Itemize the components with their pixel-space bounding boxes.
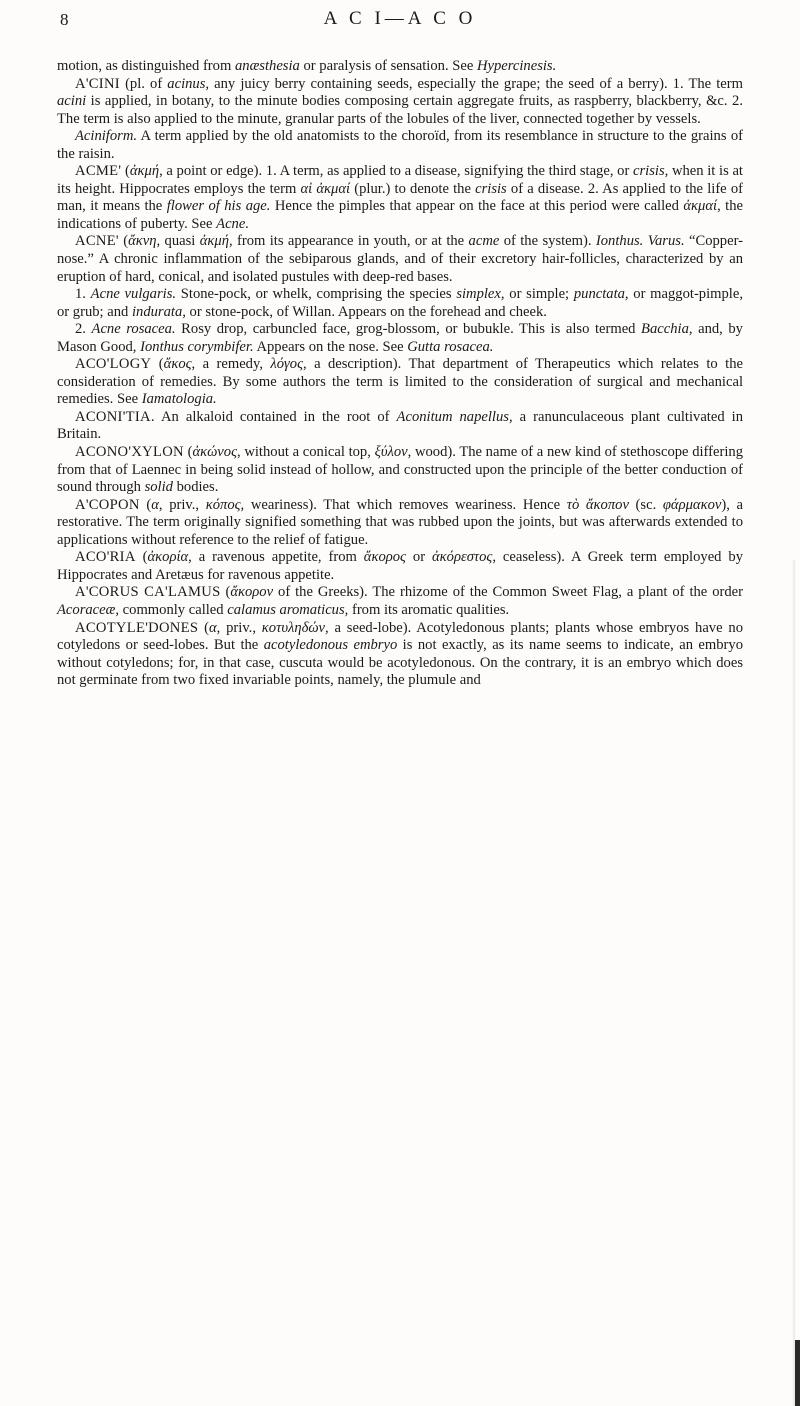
dictionary-entry bbox=[57, 356, 743, 409]
italic-term: calamus aromaticus, bbox=[227, 601, 349, 618]
entry-text: , quasi bbox=[156, 233, 200, 250]
entry-text: (sc. bbox=[628, 496, 663, 513]
entry-text: , a point or edge). 1. A term, as applied to a disease, signifying the third stage, or bbox=[159, 163, 633, 180]
italic-term: Aconitum napellus, bbox=[396, 408, 513, 425]
entry-text: or maggot-pimple, or grub; and bbox=[57, 286, 743, 320]
italic-term: acotyledonous embryo bbox=[263, 637, 398, 654]
italic-term: indurata, bbox=[131, 303, 186, 320]
entry-text: bodies. bbox=[172, 479, 219, 496]
entry-text: , without a conical top, bbox=[237, 444, 375, 461]
entry-text: or paralysis of sensation. See bbox=[299, 58, 477, 74]
entry-headword: ACOTYLE'DONES bbox=[75, 619, 199, 636]
italic-term: Bacchia, bbox=[641, 321, 693, 338]
entry-text: or bbox=[405, 549, 432, 566]
italic-term: ἀκμαί bbox=[683, 198, 718, 215]
entry-text: motion, as distinguished from bbox=[57, 58, 235, 74]
italic-term: Iamatologia. bbox=[141, 391, 217, 408]
italic-term: Acne vulgaris. bbox=[90, 286, 177, 303]
dictionary-entry bbox=[57, 620, 743, 690]
italic-term: Acoraceæ, bbox=[57, 601, 120, 618]
running-head: A C I—A C O bbox=[323, 8, 477, 29]
italic-term: Ionthus. Varus. bbox=[595, 233, 685, 250]
entry-text: and, by Mason Good, bbox=[57, 321, 743, 355]
entry-text: , a description). That department of Therapeutics which relates to the consideration of remedies. By some authors the term is limited to the consideration of surgical and mechanical remedies. See bbox=[57, 356, 743, 408]
entry-text: or stone-pock, of Willan. Appears on the forehead and cheek. bbox=[185, 303, 547, 320]
entry-text: , priv., bbox=[216, 619, 262, 636]
entries-column bbox=[57, 58, 743, 690]
entry-text: ( bbox=[135, 549, 148, 566]
entry-text: Hence the pimples that appear on the face at this period were called bbox=[270, 198, 684, 215]
italic-term: κοτυληδών bbox=[261, 619, 326, 636]
entry-text: (plur.) to denote the bbox=[350, 180, 476, 197]
italic-term: ἀκορία bbox=[147, 549, 189, 566]
entry-text: , priv., bbox=[158, 496, 206, 513]
entry-text: ( bbox=[151, 356, 164, 373]
entry-text: , a ravenous appetite, from bbox=[188, 549, 364, 566]
italic-term: λόγος bbox=[270, 356, 303, 373]
entry-text: Rosy drop, carbuncled face, grog-blossom, or bubukle. This is also termed bbox=[175, 321, 642, 338]
dictionary-entry bbox=[57, 76, 743, 129]
page-number: 8 bbox=[60, 10, 69, 29]
italic-term: ἀκώνος bbox=[192, 444, 237, 461]
italic-term: Ionthus corymbifer. bbox=[140, 338, 254, 355]
italic-term: ἀκμή bbox=[199, 233, 229, 250]
entry-text: , a seed-lobe). Acotyledonous plants; plants whose embryos have no cotyledons or seed-lobes. But the bbox=[57, 619, 743, 654]
dictionary-entry bbox=[57, 497, 743, 550]
italic-term: punctata, bbox=[573, 286, 629, 303]
italic-term: ἄκορος bbox=[363, 549, 406, 566]
italic-term: solid bbox=[144, 479, 173, 496]
entry-text: ), a restorative. The term originally signified something that was rubbed upon the joints, but was afterwards extended to applications without reference to the relief of fatigue. bbox=[57, 496, 743, 548]
entry-text: of a disease. 2. As applied to the life of man, it means the bbox=[57, 180, 743, 215]
entry-text: Stone-pock, or whelk, comprising the species bbox=[176, 286, 457, 303]
entry-headword: A'CORUS CA'LAMUS bbox=[75, 584, 221, 601]
italic-term: α bbox=[208, 619, 217, 636]
entry-text: An alkaloid contained in the root of bbox=[154, 408, 397, 425]
dictionary-entry bbox=[57, 409, 743, 444]
dictionary-entry bbox=[57, 549, 743, 584]
entry-text: , the indications of puberty. See bbox=[57, 198, 743, 232]
entry-text: is applied, in botany, to the minute bodies composing certain aggregate fruits, as raspberry, blackberry, &c. 2. The term is also applied to the minute, granular parts of the lobules of the liver, connected together by vessels. bbox=[57, 93, 743, 127]
entry-headword: ACONO'XYLON bbox=[75, 444, 184, 461]
dictionary-entry bbox=[57, 163, 743, 233]
italic-term: ἀκόρεστος bbox=[432, 549, 493, 566]
entry-text: , ceaseless). A Greek term employed by Hippocrates and Aretæus for ravenous appetite. bbox=[57, 549, 743, 583]
italic-term: τὸ ἄκοπον bbox=[566, 496, 629, 513]
entry-headword: A'COPON bbox=[75, 496, 140, 513]
entry-text: commonly called bbox=[119, 601, 228, 618]
italic-term: Acne. bbox=[216, 215, 249, 232]
italic-term: κόπος bbox=[205, 496, 241, 513]
italic-term: ἀκμή bbox=[129, 163, 160, 180]
italic-term: Aciniform. bbox=[75, 128, 138, 145]
entry-text: , wood). The name of a new kind of stethoscope differing from that of Laennec in being solid instead of hollow, and constructed upon the principle of the better conduction of sound through bbox=[57, 444, 743, 496]
entry-text: ( bbox=[183, 444, 193, 461]
dictionary-entry bbox=[57, 286, 743, 321]
italic-term: anæsthesia bbox=[234, 58, 300, 74]
italic-term: ξύλον bbox=[374, 444, 408, 461]
entry-text: , a remedy, bbox=[191, 356, 271, 373]
entry-text: , weariness). That which removes weariness. Hence bbox=[240, 496, 567, 513]
italic-term: φάρμακον bbox=[662, 496, 722, 513]
entry-headword: ACO'RIA bbox=[75, 549, 136, 566]
italic-term: Acne rosacea. bbox=[91, 321, 176, 338]
dictionary-entry bbox=[57, 128, 743, 163]
italic-term: acini bbox=[57, 93, 87, 110]
italic-term: acinus, bbox=[167, 75, 210, 92]
page-edge-bar bbox=[795, 1340, 800, 1406]
italic-term: crisis bbox=[475, 180, 507, 197]
entry-text: a ranunculaceous plant cultivated in Britain. bbox=[57, 408, 743, 443]
entry-text: ( bbox=[198, 619, 209, 636]
dictionary-entry bbox=[57, 321, 743, 356]
entry-text: or simple; bbox=[504, 286, 574, 303]
entry-text: any juicy berry containing seeds, especially the grape; the seed of a berry). 1. The term bbox=[209, 75, 743, 92]
entry-text: is not exactly, as its name seems to indicate, an embryo without cotyledons; for, in that case, cuscuta would be acotyledonous. On the contrary, it is an embryo which does not germinate from two fixed invariable points, namely, the plumule and bbox=[57, 637, 744, 689]
italic-term: ἄκος bbox=[163, 356, 192, 373]
entry-headword: A'CINI bbox=[75, 75, 120, 92]
italic-term: Gutta rosacea. bbox=[407, 338, 494, 355]
entry-text: when it is at its height. Hippocrates employs the term bbox=[57, 163, 743, 197]
italic-term: simplex, bbox=[456, 286, 505, 303]
dictionary-entry bbox=[57, 233, 743, 286]
entry-text: “Copper-nose.” A chronic inflammation of the sebiparous glands, and of their excretory hair-follicles, characterized by an eruption of hard, conical, and isolated pustules with deep-red bases. bbox=[57, 233, 743, 285]
entry-text: from its aromatic qualities. bbox=[348, 601, 510, 618]
dictionary-entry bbox=[57, 444, 743, 497]
dictionary-entry bbox=[57, 584, 743, 619]
italic-term: Hypercinesis. bbox=[476, 58, 557, 74]
italic-term: αἱ ἀκμαί bbox=[300, 180, 351, 197]
italic-term: acme bbox=[468, 233, 500, 250]
entry-headword: ACME' bbox=[75, 163, 122, 180]
entry-text: 1. bbox=[75, 286, 91, 303]
entry-text: of the Greeks). The rhizome of the Common Sweet Flag, a plant of the order bbox=[273, 584, 743, 601]
italic-term: ἄκορον bbox=[230, 584, 274, 601]
entry-text: A term applied by the old anatomists to the choroïd, from its resemblance in structure to the grains of the raisin. bbox=[57, 128, 743, 162]
italic-term: ἄκνη bbox=[128, 233, 157, 250]
entry-text: ( bbox=[121, 163, 130, 180]
entry-headword: ACONI'TIA. bbox=[75, 408, 155, 425]
entry-text: Appears on the nose. See bbox=[253, 338, 408, 355]
dictionary-entry bbox=[57, 58, 743, 76]
entry-text: ( bbox=[220, 584, 231, 601]
italic-term: α bbox=[151, 496, 159, 513]
entry-text: , from its appearance in youth, or at the bbox=[228, 233, 469, 250]
italic-term: flower of his age. bbox=[166, 198, 271, 215]
entry-text: (pl. of bbox=[119, 75, 168, 92]
entry-text: ( bbox=[139, 496, 152, 513]
entry-text: ( bbox=[118, 233, 129, 250]
entry-text: of the system). bbox=[499, 233, 596, 250]
entry-headword: ACO'LOGY bbox=[75, 356, 152, 373]
entry-text: 2. bbox=[75, 321, 92, 338]
entry-headword: ACNE' bbox=[75, 233, 119, 250]
page-edge-shadow bbox=[792, 560, 795, 1406]
italic-term: crisis, bbox=[633, 163, 669, 180]
